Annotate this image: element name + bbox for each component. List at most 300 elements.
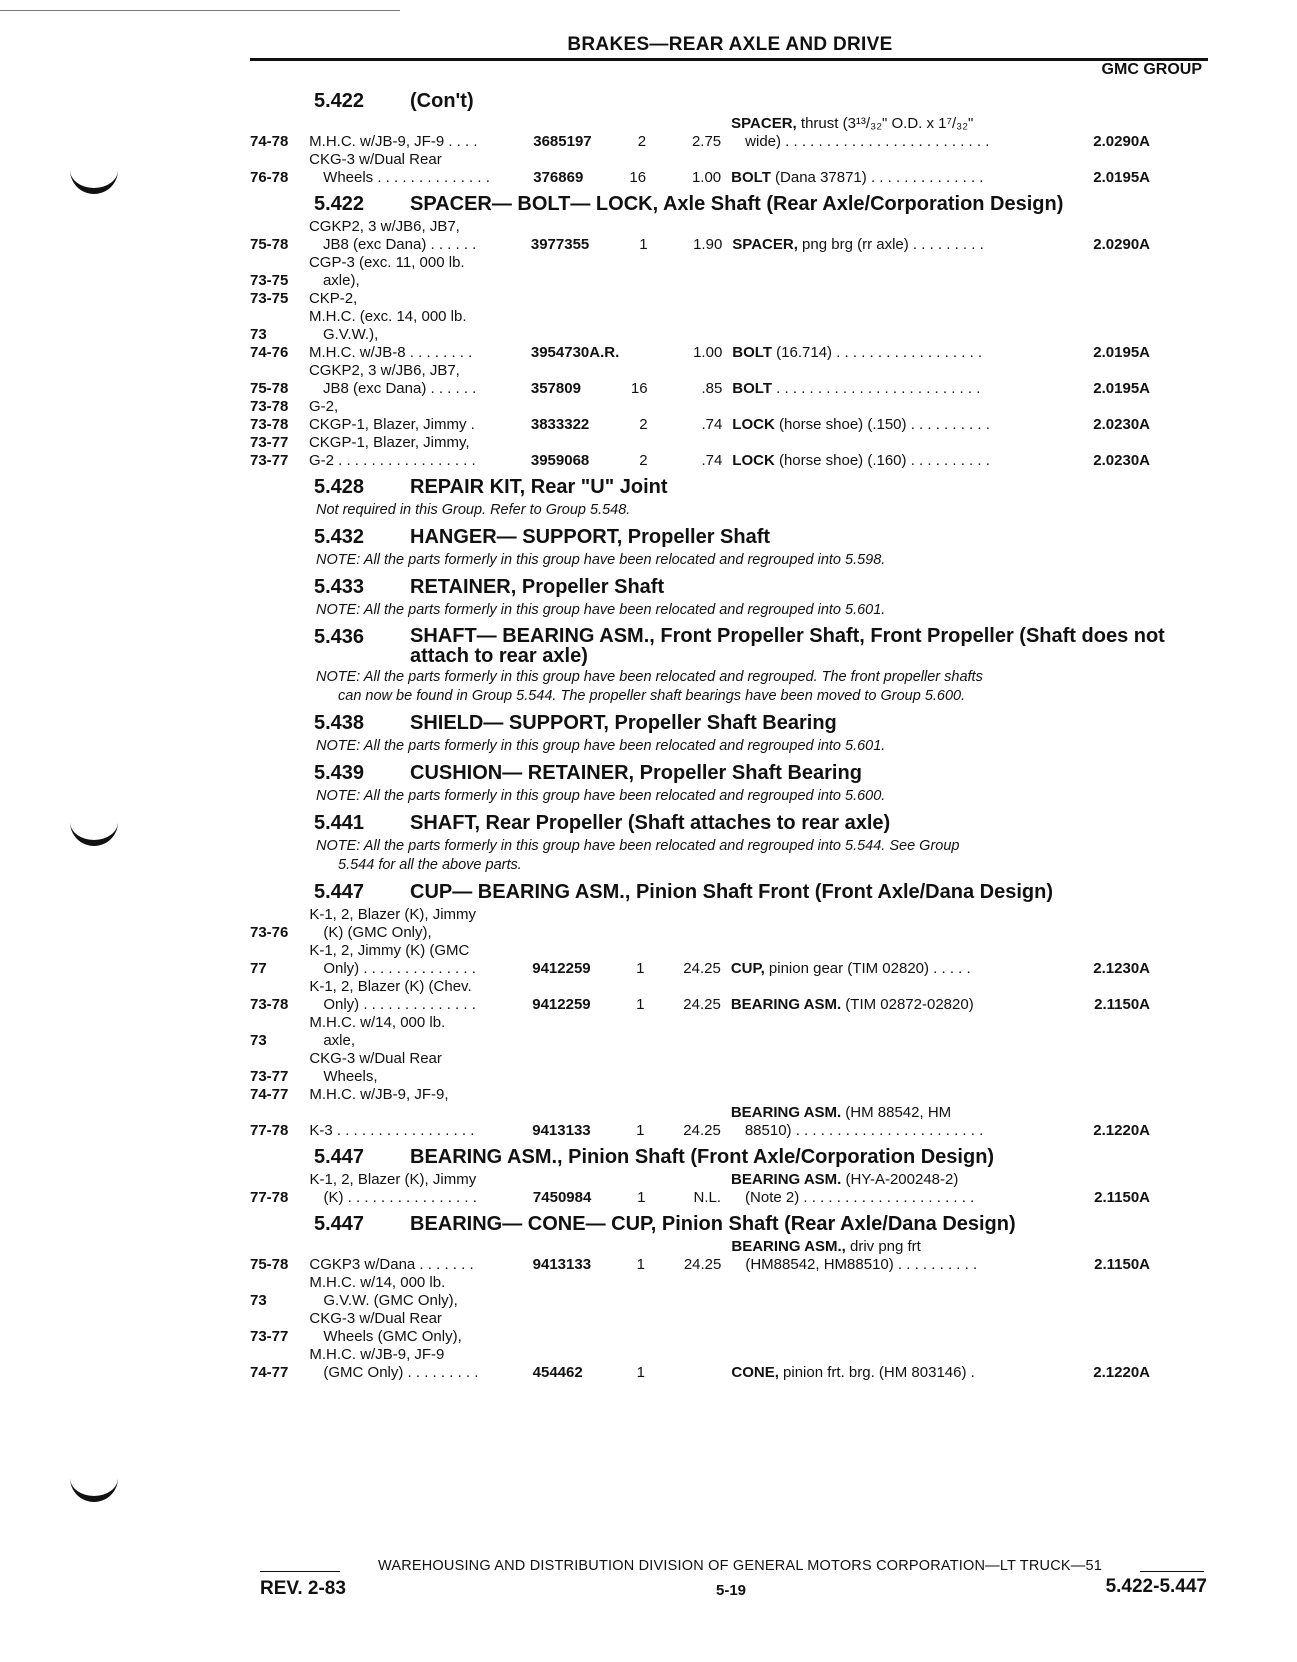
section-note	[316, 501, 1214, 520]
model-application	[309, 1346, 532, 1382]
model-years: 73-76	[250, 924, 289, 941]
section-heading	[314, 1213, 1214, 1236]
price: 24.25	[683, 960, 721, 977]
price: 24.25	[683, 996, 721, 1013]
parts-table	[250, 218, 1150, 470]
section-title: RETAINER, Propeller Shaft	[410, 576, 665, 598]
section-heading	[314, 476, 1214, 499]
parts-row	[250, 290, 1150, 308]
parts-row	[250, 218, 1150, 254]
part-number: 454462	[532, 1364, 583, 1381]
quantity: 1	[636, 1256, 645, 1273]
parts-row	[250, 452, 1150, 470]
model-years: 77-78	[250, 1189, 289, 1206]
model-years: 73-77	[250, 1068, 289, 1085]
part-detail-continued: wide) . . . . . . . . . . . . . . . . . . . . . . . . .	[745, 133, 990, 150]
part-description	[732, 398, 1068, 416]
model-text-continued: Wheels . . . . . . . . . . . . . .	[323, 169, 490, 186]
section-title: BEARING— CONE— CUP, Pinion Shaft (Rear Axle/Dana Design)	[410, 1213, 1016, 1235]
section-code: 5.447	[314, 1213, 365, 1235]
model-years: 77	[250, 960, 267, 977]
part-number	[532, 1014, 617, 1050]
parts-row	[250, 1171, 1150, 1207]
section-note	[316, 668, 1214, 706]
account-code	[1069, 308, 1150, 344]
part-number: 9413133	[532, 1256, 592, 1273]
parts-row	[250, 1014, 1150, 1050]
quantity: 1	[636, 1364, 645, 1381]
page-title: BRAKES—REAR AXLE AND DRIVE	[567, 34, 893, 55]
quantity: 1	[636, 960, 645, 977]
part-detail: thrust (3¹³/₃₂" O.D. x 1⁷/₃₂"	[796, 115, 974, 132]
quantity	[617, 1014, 655, 1050]
account-code: 2.0195A	[1093, 344, 1150, 361]
quantity	[617, 1050, 655, 1086]
section-heading	[314, 576, 1214, 599]
model-text-continued: axle,	[323, 1032, 356, 1049]
quantity: 2	[639, 452, 648, 469]
note-text: NOTE: All the parts formerly in this group have been relocated and regrouped into 5.601.	[316, 602, 886, 618]
account-code	[1069, 398, 1150, 416]
model-application	[309, 218, 531, 254]
part-detail: png brg (rr axle) . . . . . . . . .	[797, 236, 984, 253]
parts-row	[250, 1050, 1150, 1086]
part-number: 9413133	[532, 1122, 591, 1139]
parts-row	[250, 254, 1150, 290]
parts-table	[250, 906, 1150, 1140]
parts-table	[250, 1171, 1150, 1207]
footer-rule-right	[1140, 1571, 1204, 1572]
account-code: 2.1150A	[1094, 996, 1150, 1013]
model-application	[309, 115, 533, 151]
section-title: SHIELD— SUPPORT, Propeller Shaft Bearing	[410, 712, 837, 734]
quantity: 1	[636, 1122, 645, 1139]
model-text: K-1, 2, Blazer (K), Jimmy	[309, 1171, 477, 1188]
section-code: 5.447	[314, 881, 365, 903]
section-note	[316, 551, 1214, 570]
part-description	[732, 290, 1068, 308]
price: N.L.	[693, 1189, 722, 1206]
account-code: 2.1150A	[1094, 1256, 1150, 1273]
part-description	[732, 362, 1068, 398]
section-title: SPACER— BOLT— LOCK, Axle Shaft (Rear Axle/Corporation Design)	[410, 193, 1064, 215]
model-text-continued: JB8 (exc Dana) . . . . . .	[322, 380, 477, 397]
footer-text: WAREHOUSING AND DISTRIBUTION DIVISION OF GENERAL MOTORS CORPORATION—LT TRUCK—51	[378, 1558, 1102, 1574]
section-code: 5.436	[314, 626, 365, 648]
quantity	[619, 254, 657, 290]
part-name: BEARING ASM.	[730, 1104, 842, 1121]
price: .74	[701, 452, 723, 469]
part-number: 3977355	[530, 236, 590, 253]
account-code	[1069, 290, 1150, 308]
account-code: 2.0290A	[1093, 236, 1150, 253]
part-description	[732, 416, 1068, 434]
part-detail: pinion frt. brg. (HM 803146) .	[778, 1364, 975, 1381]
section-code: 5.428	[314, 476, 365, 498]
quantity: 1	[639, 236, 648, 253]
part-number	[531, 398, 619, 416]
model-application	[309, 1310, 532, 1346]
part-description	[731, 1346, 1068, 1382]
quantity: 1	[637, 1189, 646, 1206]
section-heading	[314, 881, 1214, 904]
part-description	[731, 1104, 1068, 1140]
account-code	[1068, 906, 1150, 942]
model-text: M.H.C. w/14, 000 lb.	[309, 1274, 446, 1291]
section-title: BEARING ASM., Pinion Shaft (Front Axle/Corporation Design)	[410, 1146, 995, 1168]
part-number: 3959068	[530, 452, 590, 469]
model-text: K-3 . . . . . . . . . . . . . . . . .	[309, 1122, 475, 1139]
model-years: 75-78	[250, 380, 289, 397]
price: 1.00	[693, 344, 723, 361]
account-code: 2.0230A	[1093, 416, 1150, 433]
section-title: (Con't)	[410, 90, 474, 112]
part-number: 3954730A.R.	[530, 344, 620, 361]
part-detail: . . . . . . . . . . . . . . . . . . . . . . . . .	[772, 380, 981, 397]
model-application	[309, 942, 532, 978]
model-years: 76-78	[250, 169, 289, 186]
parts-row	[250, 398, 1150, 416]
part-description	[731, 1310, 1068, 1346]
quantity	[617, 906, 655, 942]
part-description	[731, 978, 1068, 1014]
revision-label: REV. 2-83	[260, 1578, 346, 1599]
section-code: 5.441	[314, 812, 365, 834]
price	[658, 398, 733, 416]
price: 24.25	[683, 1122, 721, 1139]
price	[654, 1086, 730, 1104]
part-name: SPACER,	[731, 115, 797, 132]
part-detail: (horse shoe) (.160) . . . . . . . . . .	[774, 452, 990, 469]
parts-row	[250, 906, 1150, 942]
part-description	[731, 1086, 1068, 1104]
part-description	[732, 308, 1068, 344]
section-heading	[314, 812, 1214, 835]
part-number	[531, 308, 619, 344]
part-description	[732, 434, 1068, 452]
model-text: M.H.C. (exc. 14, 000 lb.	[308, 308, 467, 325]
model-text: CKG-3 w/Dual Rear	[309, 1050, 442, 1067]
model-years: 77-78	[250, 1122, 289, 1139]
model-application	[309, 151, 533, 187]
model-text: M.H.C. w/JB-9, JF-9,	[309, 1086, 449, 1103]
section-heading	[314, 526, 1214, 549]
model-years: 73	[250, 326, 267, 343]
model-years: 74-77	[250, 1086, 289, 1103]
note-text: NOTE: All the parts formerly in this group have been relocated and regrouped into 5.600.	[316, 788, 886, 804]
part-description	[731, 115, 1068, 151]
parts-row	[250, 1274, 1150, 1310]
model-text: CKP-2,	[308, 290, 358, 307]
part-name: BOLT	[732, 344, 773, 361]
group-range: 5.422-5.447	[1105, 1576, 1207, 1597]
model-years: 73-75	[250, 272, 289, 289]
part-number: 9412259	[532, 996, 591, 1013]
account-code: 2.0195A	[1093, 169, 1150, 186]
section-code: 5.432	[314, 526, 365, 548]
section-heading	[314, 626, 1214, 666]
part-description	[731, 1238, 1068, 1274]
part-detail: (16.714) . . . . . . . . . . . . . . . . . .	[772, 344, 983, 361]
quantity	[617, 1274, 655, 1310]
model-years: 75-78	[250, 236, 289, 253]
note-text: NOTE: All the parts formerly in this group have been relocated and regrouped. The front propeller shafts	[316, 669, 983, 685]
group-label: GMC GROUP	[1101, 61, 1202, 78]
part-detail-continued: (Note 2) . . . . . . . . . . . . . . . . . . . . .	[745, 1189, 975, 1206]
model-text: M.H.C. w/JB-8 . . . . . . . .	[308, 344, 473, 361]
model-text-continued: Wheels (GMC Only),	[323, 1328, 462, 1345]
part-number	[531, 434, 619, 452]
quantity: 16	[629, 169, 647, 186]
model-text-continued: G.V.W. (GMC Only),	[323, 1292, 458, 1309]
price	[654, 906, 730, 942]
model-years: 75-78	[250, 1256, 289, 1273]
part-name: BOLT	[732, 380, 773, 397]
quantity	[619, 290, 657, 308]
quantity	[619, 308, 657, 344]
part-description	[731, 1014, 1068, 1050]
price: 1.90	[693, 236, 723, 253]
model-text-continued: Only) . . . . . . . . . . . . . .	[323, 960, 476, 977]
section-code: 5.422	[314, 90, 365, 112]
section-note	[316, 787, 1214, 806]
part-number	[532, 906, 617, 942]
model-text: CGP-3 (exc. 11, 000 lb.	[308, 254, 465, 271]
part-description	[731, 151, 1068, 187]
quantity	[617, 1086, 655, 1104]
parts-row	[250, 344, 1150, 362]
part-detail-continued: 88510) . . . . . . . . . . . . . . . . . . . . . . .	[744, 1122, 984, 1139]
part-description	[732, 254, 1068, 290]
model-text: K-1, 2, Blazer (K), Jimmy	[309, 906, 477, 923]
account-code	[1068, 1310, 1150, 1346]
account-code	[1068, 1274, 1150, 1310]
account-code: 2.0230A	[1093, 452, 1150, 469]
note-text: Not required in this Group. Refer to Group 5.548.	[316, 502, 631, 518]
model-application	[309, 906, 532, 942]
parts-row	[250, 1346, 1150, 1382]
model-text: CGKP2, 3 w/JB6, JB7,	[308, 362, 460, 379]
section-title: SHAFT, Rear Propeller (Shaft attaches to rear axle)	[410, 812, 891, 834]
quantity	[617, 1310, 655, 1346]
part-detail: (horse shoe) (.150) . . . . . . . . . .	[774, 416, 990, 433]
part-detail: (TIM 02872-02820)	[841, 996, 974, 1013]
price: 2.75	[691, 133, 722, 150]
part-name: CUP,	[730, 960, 765, 977]
section-code: 5.433	[314, 576, 365, 598]
model-application	[309, 1238, 532, 1274]
parts-row	[250, 1238, 1150, 1274]
quantity: 2	[637, 133, 647, 150]
model-text: K-1, 2, Blazer (K) (Chev.	[309, 978, 472, 995]
note-text-continued: 5.544 for all the above parts.	[338, 857, 522, 873]
part-name: LOCK	[732, 452, 775, 469]
part-number: 376869	[533, 169, 584, 186]
parts-row	[250, 434, 1150, 452]
parts-row	[250, 942, 1150, 978]
part-number	[533, 1274, 618, 1310]
price: .74	[701, 416, 723, 433]
model-text: CKG-3 w/Dual Rear	[309, 151, 442, 168]
top-corner-rule	[0, 10, 400, 11]
model-application	[309, 398, 531, 416]
model-application	[309, 452, 531, 470]
part-number: 357809	[530, 380, 581, 397]
part-name: BEARING ASM.	[731, 1171, 842, 1188]
model-application	[309, 1050, 532, 1086]
part-detail-continued: (HM88542, HM88510) . . . . . . . . . .	[745, 1256, 978, 1273]
section-heading	[314, 90, 1214, 113]
parts-row	[250, 416, 1150, 434]
model-text: M.H.C. w/JB-9, JF-9	[309, 1346, 445, 1363]
account-code: 2.1220A	[1093, 1364, 1150, 1381]
model-years: 73-77	[250, 1328, 289, 1345]
model-text-continued: (GMC Only) . . . . . . . . .	[323, 1364, 479, 1381]
parts-row	[250, 978, 1150, 1014]
part-description	[731, 906, 1068, 942]
part-number	[532, 1086, 617, 1104]
model-years: 74-77	[250, 1364, 289, 1381]
price: .85	[701, 380, 723, 397]
part-number: 3833322	[530, 416, 590, 433]
model-text-continued: Only) . . . . . . . . . . . . . .	[323, 996, 476, 1013]
price	[658, 254, 733, 290]
part-description	[731, 1050, 1068, 1086]
part-name: BEARING ASM.,	[731, 1238, 846, 1255]
model-years: 73-75	[250, 290, 289, 307]
model-years: 73-78	[250, 398, 289, 415]
price	[655, 1310, 731, 1346]
model-text: M.H.C. w/14, 000 lb.	[309, 1014, 446, 1031]
quantity	[619, 344, 657, 362]
model-application	[309, 290, 531, 308]
price	[654, 1014, 730, 1050]
parts-row	[250, 308, 1150, 344]
section-note	[316, 837, 1214, 875]
price	[658, 308, 733, 344]
section-title: REPAIR KIT, Rear "U" Joint	[410, 476, 668, 498]
parts-row	[250, 1310, 1150, 1346]
footer-line	[260, 1558, 1204, 1574]
parts-table	[250, 115, 1150, 187]
model-application	[309, 978, 532, 1014]
price	[655, 1274, 731, 1310]
binder-hole-mark	[70, 166, 118, 194]
quantity	[619, 434, 657, 452]
binder-hole-mark	[70, 818, 118, 846]
part-number: 9412259	[532, 960, 591, 977]
section-note	[316, 737, 1214, 756]
account-code	[1068, 1050, 1150, 1086]
section-title: CUP— BEARING ASM., Pinion Shaft Front (Front Axle/Dana Design)	[410, 881, 1053, 903]
model-text-continued: (K) (GMC Only),	[323, 924, 432, 941]
part-number: 3685197	[533, 133, 592, 150]
model-application	[309, 362, 531, 398]
price	[658, 434, 733, 452]
model-years: 73	[250, 1032, 267, 1049]
part-name: LOCK	[732, 416, 775, 433]
price	[655, 1346, 731, 1382]
quantity: 1	[636, 996, 645, 1013]
part-description	[732, 218, 1068, 254]
parts-row	[250, 1086, 1150, 1104]
model-application	[309, 416, 531, 434]
section-code: 5.447	[314, 1146, 365, 1168]
part-number	[531, 290, 619, 308]
parts-row	[250, 151, 1150, 187]
section-heading	[314, 193, 1214, 216]
part-description	[731, 1274, 1068, 1310]
quantity	[619, 398, 657, 416]
part-number: 7450984	[532, 1189, 592, 1206]
note-text: NOTE: All the parts formerly in this group have been relocated and regrouped into 5.598.	[316, 552, 886, 568]
model-text: CKGP-1, Blazer, Jimmy .	[308, 416, 475, 433]
part-detail: pinion gear (TIM 02820) . . . . .	[764, 960, 971, 977]
model-application	[309, 254, 531, 290]
note-text: NOTE: All the parts formerly in this group have been relocated and regrouped into 5.601.	[316, 738, 886, 754]
model-text: G-2 . . . . . . . . . . . . . . . . .	[308, 452, 476, 469]
part-number	[533, 1310, 618, 1346]
model-text-continued: (K) . . . . . . . . . . . . . . . .	[323, 1189, 477, 1206]
account-code	[1069, 254, 1150, 290]
section-title: HANGER— SUPPORT, Propeller Shaft	[410, 526, 771, 548]
model-text-continued: JB8 (exc Dana) . . . . . .	[322, 236, 477, 253]
part-name: CONE,	[731, 1364, 779, 1381]
section-heading	[314, 712, 1214, 735]
part-description	[732, 452, 1068, 470]
account-code	[1068, 1014, 1150, 1050]
part-description	[731, 942, 1068, 978]
part-detail: (HY-A-200248-2)	[841, 1171, 959, 1188]
model-years: 73	[250, 1292, 267, 1309]
section-title: SHAFT— BEARING ASM., Front Propeller Shaft, Front Propeller (Shaft does not attach to rear axle)	[410, 625, 1165, 667]
model-text-continued: Wheels,	[323, 1068, 378, 1085]
account-code	[1068, 1086, 1150, 1104]
part-number	[531, 254, 619, 290]
part-name: BOLT	[731, 169, 771, 186]
model-text: K-1, 2, Jimmy (K) (GMC	[309, 942, 470, 959]
model-years: 74-76	[250, 344, 289, 361]
part-name: BEARING ASM.	[730, 996, 842, 1013]
model-application	[309, 308, 531, 344]
section-heading	[314, 762, 1214, 785]
part-number	[532, 1050, 617, 1086]
model-years: 73-77	[250, 434, 289, 451]
section-note	[316, 601, 1214, 620]
section-heading	[314, 1146, 1214, 1169]
account-code	[1069, 434, 1150, 452]
model-years: 74-78	[250, 133, 289, 150]
footer-rule-left	[260, 1571, 340, 1572]
section-title: CUSHION— RETAINER, Propeller Shaft Bearing	[410, 762, 862, 784]
part-detail: driv png frt	[845, 1238, 921, 1255]
section-code: 5.438	[314, 712, 365, 734]
parts-table	[250, 1238, 1150, 1382]
model-application	[309, 1104, 532, 1140]
section-code: 5.439	[314, 762, 365, 784]
model-years: 73-78	[250, 416, 289, 433]
model-text: M.H.C. w/JB-9, JF-9 . . . .	[309, 133, 478, 150]
part-detail: (Dana 37871) . . . . . . . . . . . . . .	[770, 169, 984, 186]
model-text: CKG-3 w/Dual Rear	[309, 1310, 442, 1327]
note-text-continued: can now be found in Group 5.544. The propeller shaft bearings have been moved to Group 5.600.	[338, 688, 966, 704]
model-application	[309, 344, 531, 362]
parts-row	[250, 362, 1150, 398]
quantity: 2	[639, 416, 648, 433]
account-code: 2.0290A	[1093, 133, 1150, 150]
model-years: 73-77	[250, 452, 289, 469]
model-text-continued: axle),	[322, 272, 360, 289]
